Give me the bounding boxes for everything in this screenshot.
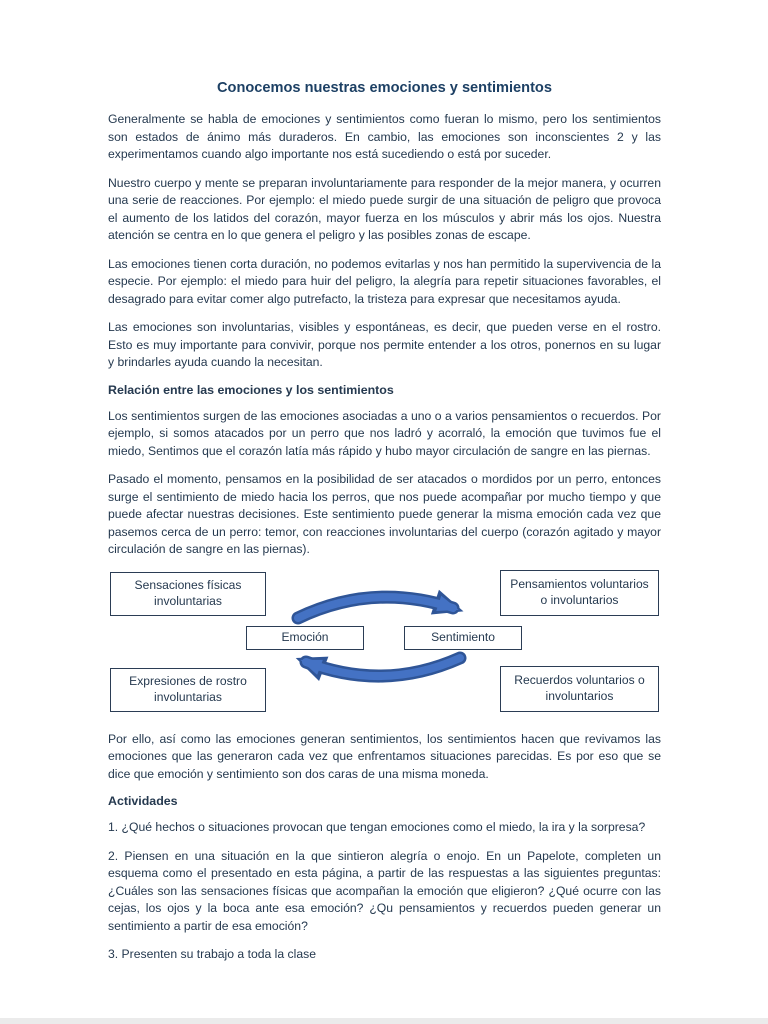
intro-paragraph-4: Las emociones son involuntarias, visibles y espontáneas, es decir, que pueden verse en el rostro. Esto es muy importante para convivir, porque nos permite entender a los otros, ponernos en su lugar y brindarles ayuda cuando la necesitan.: [108, 320, 661, 369]
diagram-box-sentimiento: Sentimiento: [404, 626, 522, 650]
closing-paragraph: Por ello, así como las emociones generan sentimientos, los sentimientos hacen que revivamos las emociones que las generaron cada vez que enfrentamos situaciones parecidas. Es por eso que se dice que emoción y sentimiento son dos caras de una misma moneda.: [108, 731, 661, 781]
relation-paragraph-2: Pasado el momento, pensamos en la posibilidad de ser atacados o mordidos por un perro, entonces surge el sentimiento de miedo hacia los perros, que nos puede acompañar por mucho tiempo y que puede afectar nuestras decisiones. Este sentimiento puede generar la misma emoción cada vez que pasemos cerca de un perro: temor, con reacciones involuntarias del cuerpo (corazón agitado y mayor circulación de sangre en las piernas).: [108, 472, 661, 556]
diagram-box-sensaciones: Sensaciones físicas involuntarias: [110, 572, 266, 616]
intro-paragraph-2: Nuestro cuerpo y mente se preparan involuntariamente para responder de la mejor manera, y ocurren una serie de reacciones. Por ejemplo: el miedo puede surgir de una situación de peligro que provoca el aumento de los latidos del corazón, mayor fuerza en los músculos y abrir más los ojos. Nuestra atención se centra en lo que genera el peligro y las posibles zonas de escape.: [108, 175, 661, 242]
relation-paragraph-1: Los sentimientos surgen de las emociones asociadas a uno o a varios pensamientos o recuerdos. Por ejemplo, si somos atacados por un perro que nos ladró y acorraló, la emoción que tuvimos fue el miedo, Sentimos que el corazón latía más rápido y hubo mayor circulación de sangre en las piernas.: [108, 408, 661, 458]
section-heading-relacion: Relación entre las emociones y los sentimientos: [108, 382, 394, 397]
diagram-box-recuerdos: Recuerdos voluntarios o involuntarios: [500, 666, 659, 712]
section-heading-actividades: Actividades: [108, 794, 178, 808]
activity-item-2: 2. Piensen en una situación en la que sintieron alegría o enojo. En un Papelote, completen un esquema como el presentado en esta página, a partir de las respuestas a las siguientes preguntas: ¿Cuáles son las sensaciones físicas que acompañan la emoción que eligieron? ¿Qué ocurre con las cejas, los ojos y la boca ante esa emoción? ¿Qu pensamientos y recuerdos pueden generar un sentimiento a partir de esa emoción?: [108, 848, 661, 933]
document-content: [108, 80, 661, 975]
activity-item-3: 3. Presenten su trabajo a toda la clase: [108, 947, 316, 961]
activity-item-1: 1. ¿Qué hechos o situaciones provocan que tengan emociones como el miedo, la ira y la sorpresa?: [108, 820, 646, 834]
diagram-box-emocion: Emoción: [246, 626, 364, 650]
page-bottom-edge: [0, 1018, 768, 1024]
emotion-feeling-cycle-diagram: [108, 570, 661, 720]
intro-paragraph-1: Generalmente se habla de emociones y sentimientos como fueran lo mismo, pero los sentimientos son estados de ánimo más duraderos. En cambio, las emociones son inconscientes 2 y las experimentamos cuando algo importante nos está sucediendo o está por suceder.: [108, 112, 661, 161]
diagram-box-expresiones: Expresiones de rostro involuntarias: [110, 668, 266, 712]
diagram-box-pensamientos: Pensamientos voluntarios o involuntarios: [500, 570, 659, 616]
document-title: Conocemos nuestras emociones y sentimientos: [217, 80, 552, 96]
intro-paragraph-3: Las emociones tienen corta duración, no podemos evitarlas y nos han permitido la supervivencia de la especie. Por ejemplo: el miedo para huir del peligro, la alegría para repetir situaciones favorables, el desagrado para evitar comer algo putrefacto, la tristeza para expresar que necesitamos ayuda.: [108, 256, 661, 306]
